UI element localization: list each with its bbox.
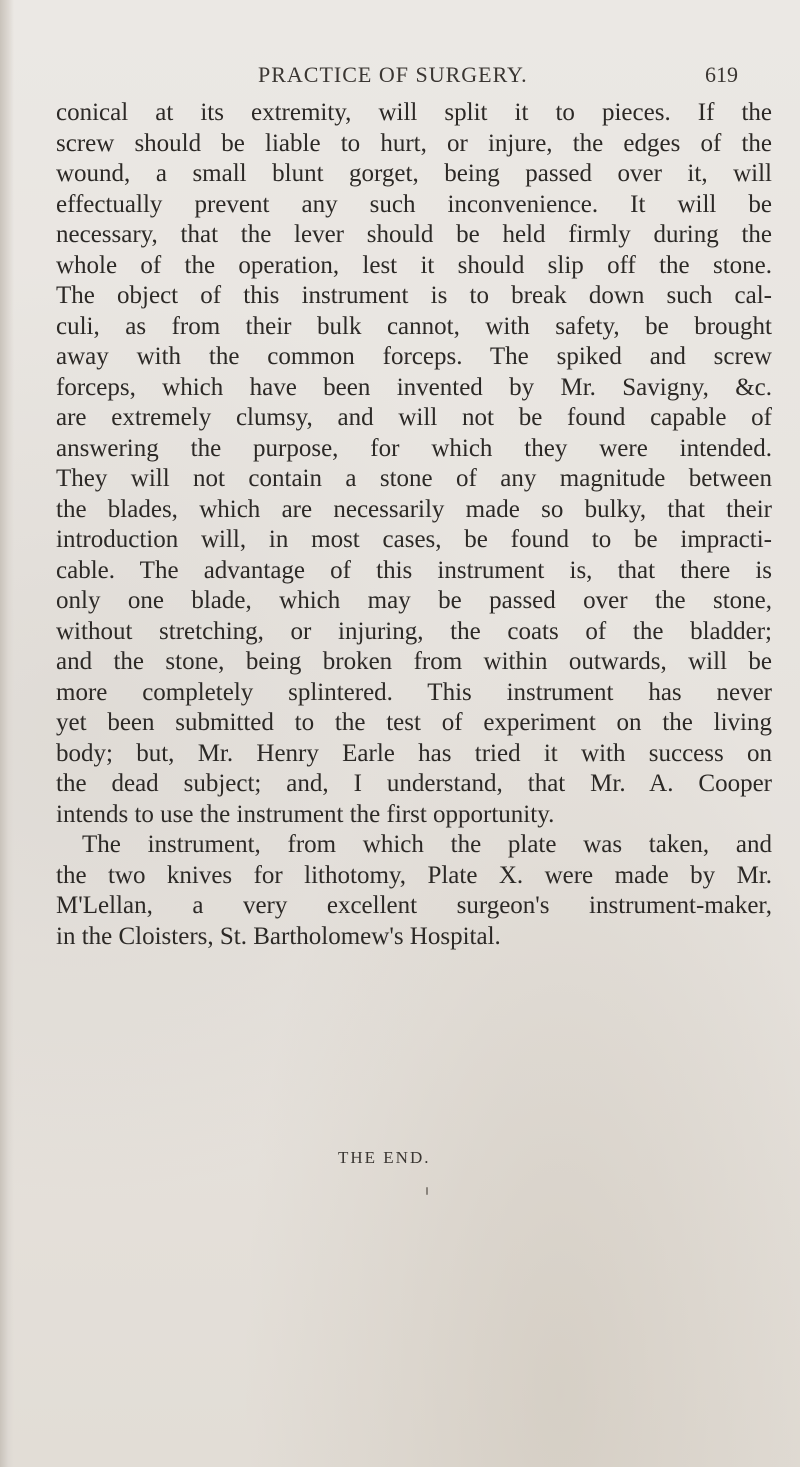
text-line: cable. The advantage of this instrument is, that there is: [56, 556, 772, 584]
text-line: and the stone, being broken from within outwards, will be: [56, 648, 772, 675]
text-line: forceps, which have been invented by Mr. Savigny, &c.: [56, 373, 772, 401]
text-line: M'Lellan, a very excellent surgeon's instrument-maker,: [56, 892, 772, 919]
text-line: yet been submitted to the test of experiment on the living: [56, 709, 772, 736]
text-line: answering the purpose, for which they were intended.: [56, 434, 772, 462]
paper-speck: [426, 1187, 428, 1195]
text-line: without stretching, or injuring, the coats of the bladder;: [56, 617, 772, 645]
running-head: [0, 62, 800, 92]
text-line: the two knives for lithotomy, Plate X. were made by Mr.: [56, 861, 772, 889]
text-line: more completely splintered. This instrument has never: [56, 678, 772, 706]
text-line: screw should be liable to hurt, or injure, the edges of the: [56, 129, 772, 157]
page-number: 619: [705, 62, 738, 87]
text-line: effectually prevent any such inconvenience. It will be: [56, 190, 772, 218]
text-line: necessary, that the lever should be held firmly during the: [56, 221, 772, 248]
page-gutter-shadow: [0, 0, 14, 1467]
running-title: PRACTICE OF SURGERY.: [258, 62, 528, 87]
text-line: the blades, which are necessarily made so bulky, that their: [56, 495, 772, 523]
text-line: intends to use the instrument the first opportunity.: [56, 800, 555, 828]
text-line: introduction will, in most cases, be found to be impracti-: [56, 526, 772, 553]
paragraph-start-line: The instrument, from which the plate was taken, and: [82, 831, 772, 858]
text-line: are extremely clumsy, and will not be found capable of: [56, 404, 772, 431]
text-line: only one blade, which may be passed over the stone,: [56, 587, 772, 614]
text-line: away with the common forceps. The spiked and screw: [56, 343, 772, 370]
text-line: the dead subject; and, I understand, that Mr. A. Cooper: [56, 770, 772, 797]
text-line: They will not contain a stone of any magnitude between: [56, 465, 772, 492]
body-text: [56, 98, 772, 952]
text-line: conical at its extremity, will split it to pieces. If the: [56, 99, 772, 126]
text-line: The object of this instrument is to break down such cal-: [56, 282, 772, 309]
text-line: culi, as from their bulk cannot, with safety, be brought: [56, 312, 772, 340]
text-line: wound, a small blunt gorget, being passed over it, will: [56, 160, 772, 187]
text-line: body; but, Mr. Henry Earle has tried it with success on: [56, 739, 772, 767]
text-line: in the Cloisters, St. Bartholomew's Hospital.: [56, 922, 501, 950]
the-end-colophon: THE END.: [338, 1148, 431, 1167]
text-line: whole of the operation, lest it should slip off the stone.: [56, 251, 772, 279]
